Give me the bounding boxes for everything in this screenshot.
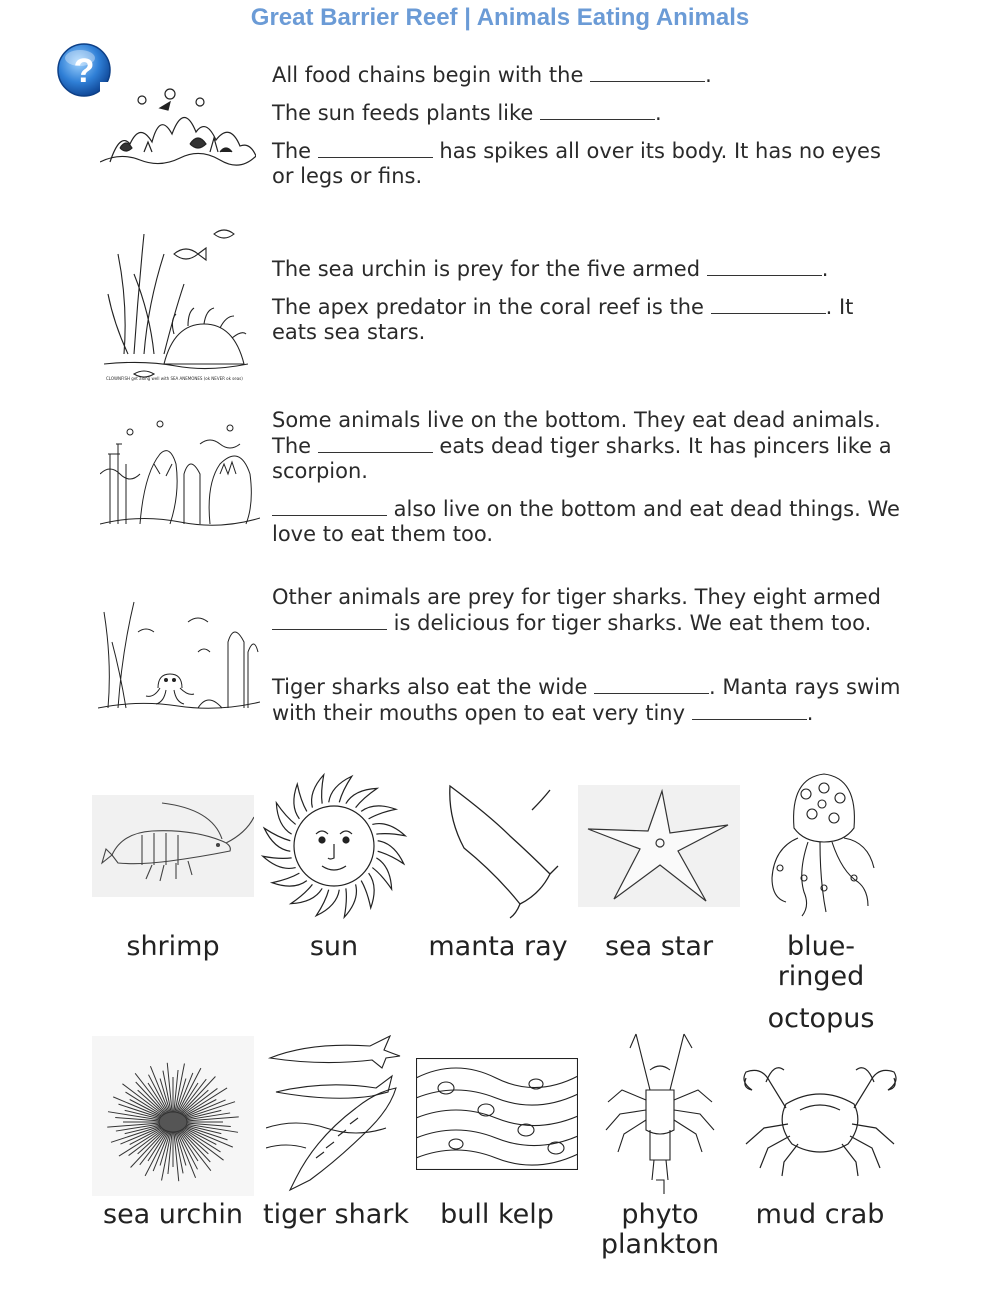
- question-5-text-after: . It eats sea stars.: [272, 295, 854, 344]
- question-1-text-before: All food chains begin with the: [272, 63, 591, 87]
- question-9-text-after: .: [806, 701, 814, 725]
- word-shrimp-label: shrimp: [126, 931, 220, 962]
- page-title: Great Barrier Reef | Animals Eating Animals: [250, 4, 750, 31]
- mud-crab-icon[interactable]: [742, 1044, 898, 1180]
- word-mud-crab-label: mud crab: [755, 1199, 885, 1230]
- octopus-label-line-2: ringed: [777, 961, 865, 992]
- question-8-text-after: is delicious for tiger sharks. We eat them too.: [387, 611, 872, 635]
- word-manta-ray-label: manta ray: [428, 931, 568, 962]
- question-1: [272, 62, 902, 88]
- word-sea-urchin-label: sea urchin: [103, 1199, 243, 1230]
- sea-urchin-icon[interactable]: [92, 1036, 254, 1196]
- question-4-text-before: The sea urchin is prey for the five armed: [272, 257, 707, 281]
- word-phytoplankton-label: [580, 1200, 740, 1260]
- anemone-clownfish-scene-image: [104, 214, 248, 386]
- word-sea-star-label: sea star: [604, 931, 714, 962]
- coral-reef-scene-image: [100, 82, 256, 168]
- answer-blank-1[interactable]: [590, 62, 705, 82]
- answer-blank-2[interactable]: [540, 100, 655, 120]
- question-1-text-after: .: [705, 63, 712, 87]
- tiger-shark-icon[interactable]: [266, 1028, 404, 1198]
- question-6-text-after: eats dead tiger sharks. It has pincers like a scorpion.: [272, 434, 892, 483]
- sun-icon[interactable]: [258, 768, 410, 924]
- question-4-text-after: .: [821, 257, 829, 281]
- answer-blank-9b[interactable]: [692, 700, 807, 720]
- question-2-text-before: The sun feeds plants like: [272, 101, 541, 125]
- answer-blank-9a[interactable]: [594, 674, 709, 694]
- seafloor-coral-scene-image: [100, 414, 260, 536]
- question-6: [272, 408, 902, 484]
- phytoplankton-label-line-2: plankton: [600, 1229, 720, 1260]
- seafloor-octopus-scene-image: [98, 592, 260, 716]
- question-9-text-before: Tiger sharks also eat the wide: [272, 675, 595, 699]
- word-octopus-label: [748, 932, 894, 1034]
- question-9-text-middle: . Manta rays swim with their mouths open to eat very tiny: [272, 675, 901, 725]
- question-8-text-before: Other animals are prey for tiger sharks. They eight armed: [272, 585, 881, 609]
- question-3-text-before: The: [272, 139, 318, 163]
- shrimp-icon[interactable]: [92, 795, 254, 897]
- question-8: [272, 585, 902, 636]
- question-4: [272, 256, 902, 282]
- question-7-text-after: also live on the bottom and eat dead things. We love to eat them too.: [272, 497, 900, 546]
- answer-blank-4[interactable]: [707, 256, 822, 276]
- answer-blank-5[interactable]: [711, 294, 826, 314]
- word-bull-kelp-label: bull kelp: [440, 1199, 554, 1230]
- phytoplankton-icon[interactable]: [600, 1030, 720, 1196]
- octopus-label-line-1: blue-: [786, 931, 856, 962]
- question-7: [272, 496, 902, 547]
- question-5-text-before: The apex predator in the coral reef is the: [272, 295, 711, 319]
- manta-ray-icon[interactable]: [434, 770, 560, 920]
- question-2: [272, 100, 902, 126]
- phytoplankton-label-line-1: phyto: [621, 1199, 699, 1230]
- svg-text:?: ?: [73, 52, 95, 90]
- scene-caption: CLOWNFISH get along well with SEA ANEMONES (ok NEVER ok seas): [106, 376, 243, 381]
- octopus-label-line-3: octopus: [767, 1003, 875, 1034]
- answer-blank-7[interactable]: [272, 496, 387, 516]
- word-sun-label: sun: [309, 931, 359, 962]
- question-3-text-after: has spikes all over its body. It has no eyes or legs or fins.: [272, 139, 881, 188]
- answer-blank-8[interactable]: [272, 610, 387, 630]
- question-3: [272, 138, 902, 189]
- question-6-text-before: Some animals live on the bottom. They eat dead animals. The: [272, 408, 881, 458]
- octopus-icon[interactable]: [764, 768, 882, 922]
- word-tiger-shark-label: tiger shark: [263, 1199, 409, 1230]
- answer-blank-6[interactable]: [318, 433, 433, 453]
- bull-kelp-icon[interactable]: [416, 1058, 578, 1170]
- question-2-text-after: .: [655, 101, 662, 125]
- question-9: [272, 674, 902, 726]
- question-5: [272, 294, 902, 345]
- answer-blank-3[interactable]: [318, 138, 433, 158]
- sea-star-icon[interactable]: [578, 785, 740, 907]
